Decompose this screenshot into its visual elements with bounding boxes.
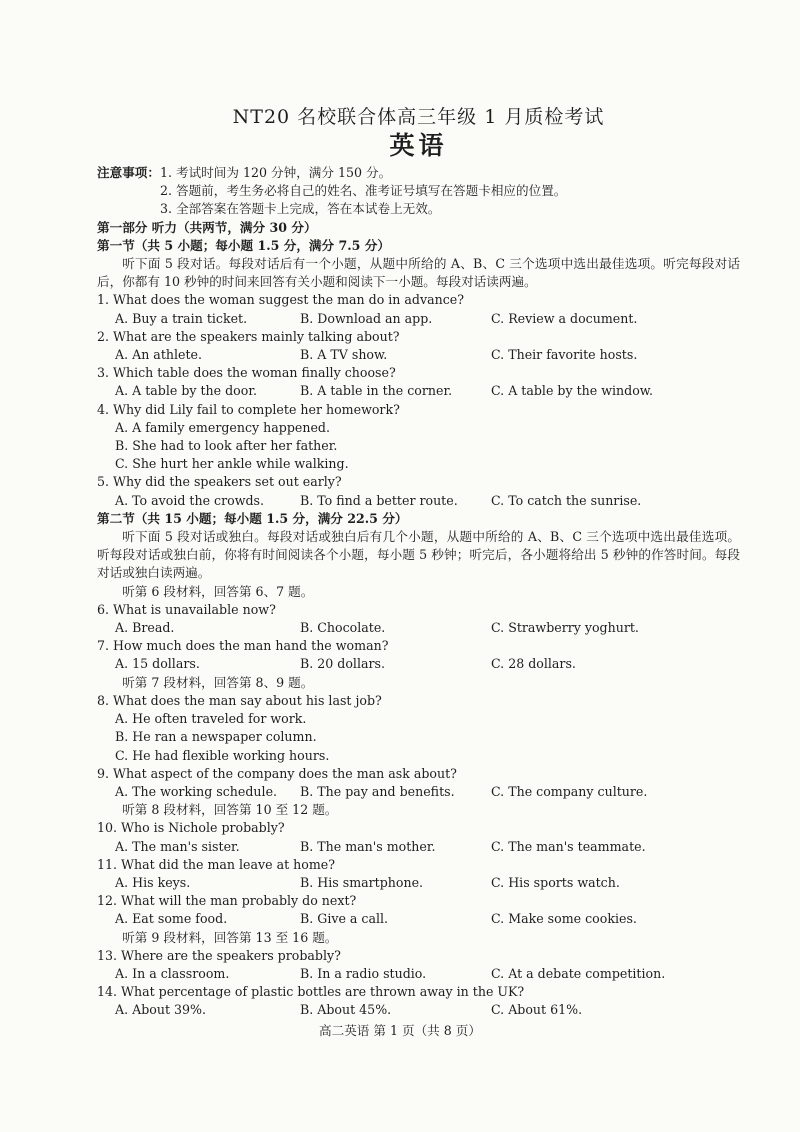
question-options xyxy=(97,655,740,673)
option-a: A. The man's sister. xyxy=(115,838,240,854)
exam-subject: 英语 xyxy=(389,131,448,160)
note-item: 3. 全部答案在答题卡上完成，答在本试卷上无效。 xyxy=(159,201,441,217)
question-stem: 6. What is unavailable now? xyxy=(97,601,276,617)
option-b: B. Download an app. xyxy=(300,310,433,326)
option-c: C. His sports watch. xyxy=(491,874,620,890)
option-b: B. 20 dollars. xyxy=(300,656,385,672)
question-options xyxy=(97,783,740,801)
option-c: C. At a debate competition. xyxy=(491,965,666,981)
option-c: C. 28 dollars. xyxy=(491,656,576,672)
exam-notes xyxy=(97,164,740,219)
question-options xyxy=(97,838,740,856)
question-stem: 3. Which table does the woman finally choose? xyxy=(97,365,396,381)
option-c: C. The company culture. xyxy=(491,783,648,799)
option-b: B. Give a call. xyxy=(300,911,389,927)
question-options xyxy=(97,346,740,364)
question-stem: 10. Who is Nichole probably? xyxy=(97,820,285,836)
question-options xyxy=(97,492,740,510)
option-c: C. Review a document. xyxy=(491,310,638,326)
option-a: A. 15 dollars. xyxy=(115,656,200,672)
question-stem: 9. What aspect of the company does the man ask about? xyxy=(97,765,457,781)
section-heading: 第二节（共 15 小题；每小题 1.5 分，满分 22.5 分） xyxy=(97,510,408,526)
question-stem: 4. Why did Lily fail to complete her homework? xyxy=(97,401,400,417)
option-a: A. The working schedule. xyxy=(115,783,278,799)
question-options xyxy=(97,1001,740,1019)
option-a: A. A table by the door. xyxy=(115,383,257,399)
section-instructions: 听下面 5 段对话或独白。每段对话或独白后有几个小题，从题中所给的 A、B、C 三个选项中选出最佳选项。听每段对话或独白前，你将有时间阅读各个小题，每小题 5 秒钟；听完后，各小题将给出 5 秒钟的作答时间。每段对话或独白读两遍。 xyxy=(97,529,740,581)
option-b: B. The pay and benefits. xyxy=(300,783,455,799)
question-stem: 8. What does the man say about his last job? xyxy=(97,692,382,708)
question-stem: 14. What percentage of plastic bottles are thrown away in the UK? xyxy=(97,984,525,1000)
option-b: B. A table in the corner. xyxy=(300,383,453,399)
option-a: A. His keys. xyxy=(115,874,191,890)
option-a: A. Buy a train ticket. xyxy=(115,310,248,326)
question-stem: 2. What are the speakers mainly talking about? xyxy=(97,328,400,344)
option-b: B. His smartphone. xyxy=(300,874,424,890)
option-b: B. About 45%. xyxy=(300,1002,392,1018)
option-b: B. She had to look after her father. xyxy=(115,438,338,454)
option-c: C. Their favorite hosts. xyxy=(491,347,638,363)
question-stem: 11. What did the man leave at home? xyxy=(97,856,335,872)
section-heading: 第一节（共 5 小题；每小题 1.5 分，满分 7.5 分） xyxy=(97,237,390,253)
option-b: B. In a radio studio. xyxy=(300,965,427,981)
option-b: B. He ran a newspaper column. xyxy=(115,729,317,745)
material-note: 听第 6 段材料，回答第 6、7 题。 xyxy=(122,583,314,599)
note-item: 1. 考试时间为 120 分钟，满分 150 分。 xyxy=(159,165,392,180)
option-a: A. A family emergency happened. xyxy=(115,419,330,435)
option-a: A. He often traveled for work. xyxy=(115,711,307,727)
option-c: C. About 61%. xyxy=(491,1002,583,1018)
exam-title: NT20 名校联合体高三年级 1 月质检考试 xyxy=(232,106,605,128)
part-heading: 第一部分 听力（共两节，满分 30 分） xyxy=(97,219,317,235)
question-options xyxy=(97,874,740,892)
option-c: C. A table by the window. xyxy=(491,383,654,399)
question-options xyxy=(97,965,740,983)
material-note: 听第 8 段材料，回答第 10 至 12 题。 xyxy=(122,802,338,818)
option-b: B. A TV show. xyxy=(300,347,388,363)
option-a: A. To avoid the crowds. xyxy=(115,492,264,508)
option-c: C. To catch the sunrise. xyxy=(491,492,642,508)
material-note: 听第 9 段材料，回答第 13 至 16 题。 xyxy=(122,929,338,945)
option-a: A. Eat some food. xyxy=(115,911,228,927)
option-c: C. Strawberry yoghurt. xyxy=(491,620,639,636)
option-a: A. An athlete. xyxy=(115,347,202,363)
option-c: C. She hurt her ankle while walking. xyxy=(115,456,349,472)
notes-label: 注意事项： xyxy=(97,165,160,180)
option-b: B. Chocolate. xyxy=(300,620,386,636)
option-a: A. Bread. xyxy=(115,620,175,636)
question-options xyxy=(97,382,740,400)
option-a: A. In a classroom. xyxy=(115,965,230,981)
option-c: C. He had flexible working hours. xyxy=(115,747,330,763)
option-b: B. The man's mother. xyxy=(300,838,436,854)
option-a: A. About 39%. xyxy=(115,1002,207,1018)
page-footer: 高二英语 第 1 页（共 8 页） xyxy=(319,1023,481,1038)
section-instructions: 听下面 5 段对话。每段对话后有一个小题，从题中所给的 A、B、C 三个选项中选出最佳选项。听完每段对话后，你都有 10 秒钟的时间来回答有关小题和阅读下一小题。每段对话读两遍。 xyxy=(97,256,740,290)
material-note: 听第 7 段材料，回答第 8、9 题。 xyxy=(122,674,314,690)
question-options xyxy=(97,619,740,637)
question-stem: 7. How much does the man hand the woman? xyxy=(97,638,389,654)
option-c: C. The man's teammate. xyxy=(491,838,646,854)
question-stem: 12. What will the man probably do next? xyxy=(97,893,357,909)
question-stem: 5. Why did the speakers set out early? xyxy=(97,474,342,490)
question-options xyxy=(97,910,740,928)
note-item: 2. 答题前，考生务必将自己的姓名、准考证号填写在答题卡相应的位置。 xyxy=(159,183,567,199)
question-stem: 1. What does the woman suggest the man do in advance? xyxy=(97,292,464,308)
option-b: B. To find a better route. xyxy=(300,492,458,508)
question-options xyxy=(97,310,740,328)
question-stem: 13. Where are the speakers probably? xyxy=(97,947,341,963)
option-c: C. Make some cookies. xyxy=(491,911,637,927)
